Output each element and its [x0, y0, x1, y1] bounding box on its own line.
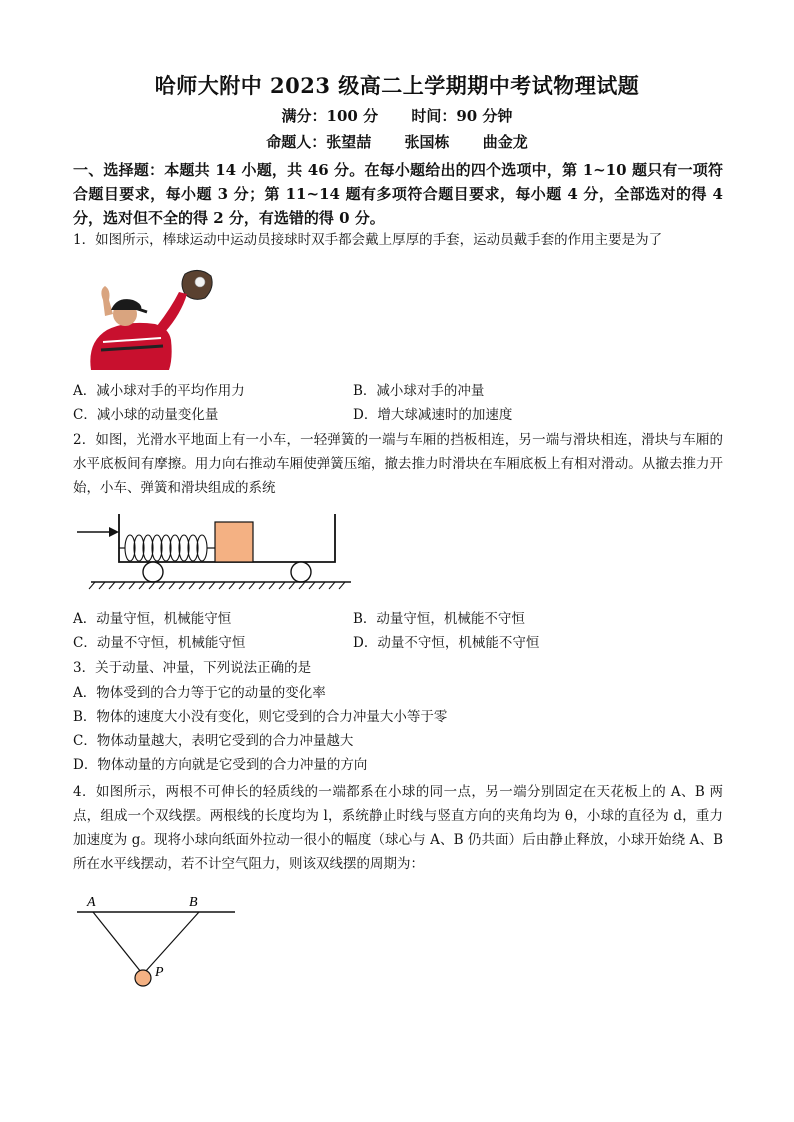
double-pendulum-figure	[73, 890, 243, 1000]
point-p-label: P	[155, 965, 164, 980]
question-1-option-c: C．减小球的动量变化量	[73, 407, 219, 423]
cart-spring-figure	[73, 510, 353, 590]
question-2-option-a: A．动量守恒，机械能守恒	[73, 611, 232, 627]
baseball-player-image	[73, 268, 223, 370]
question-1-option-a: A．减小球对手的平均作用力	[73, 383, 245, 399]
question-3-option-d: D．物体动量的方向就是它受到的合力冲量的方向	[73, 757, 368, 773]
question-3-option-a: A．物体受到的合力等于它的动量的变化率	[73, 685, 326, 701]
question-4-stem: 4．如图所示，两根不可伸长的轻质线的一端都系在小球的同一点，另一端分别固定在天花板上的 A、B 两点，组成一个双线摆。两根线的长度均为 l，系统静止时线与竖直方向的夹角均为 θ，小球的直径为 d，重力加速度为 g。现将小球向纸面外拉动一很小的幅度（球心与 A、B 仍共面）后由静止释放，小球开始绕 A、B 所在水平线摆动，若不计空气阻力，则该双线摆的周期为：	[73, 784, 723, 872]
exam-time: 时间：90 分钟	[411, 107, 513, 125]
question-2-stem: 2．如图，光滑水平地面上有一小车，一轻弹簧的一端与车厢的挡板相连，另一端与滑块相连，滑块与车厢的水平底板间有摩擦。用力向右推动车厢使弹簧压缩，撤去推力时滑块在车厢底板上有相对滑动。从撤去推力开始，小车、弹簧和滑块组成的系统	[73, 432, 723, 496]
exam-meta	[0, 105, 794, 126]
full-score: 满分：100 分	[281, 107, 379, 125]
question-2-option-c: C．动量不守恒，机械能守恒	[73, 635, 246, 651]
question-3-option-b: B．物体的速度大小没有变化，则它受到的合力冲量大小等于零	[73, 709, 448, 725]
author-2: 张国栋	[404, 133, 450, 151]
question-3-stem: 3．关于动量、冲量，下列说法正确的是	[73, 660, 312, 676]
question-2-option-b: B．动量守恒，机械能不守恒	[353, 611, 525, 627]
author-3: 曲金龙	[482, 133, 528, 151]
question-3-option-c: C．物体动量越大，表明它受到的合力冲量越大	[73, 733, 354, 749]
point-b-label: B	[189, 895, 198, 910]
point-a-label: A	[87, 895, 96, 910]
question-2-option-d: D．动量不守恒，机械能不守恒	[353, 635, 540, 651]
section-heading: 一、选择题：本题共 14 小题，共 46 分。在每小题给出的四个选项中，第 1~10 题只有一项符合题目要求，每小题 3 分；第 11~14 题有多项符合题目要求，每小题 4 分，全部选对的得 4 分，选对但不全的得 2 分，有选错的得 0 分。	[73, 161, 723, 227]
question-1-stem: 1．如图所示，棒球运动中运动员接球时双手都会戴上厚厚的手套，运动员戴手套的作用主要是为了	[73, 232, 663, 248]
exam-title: 哈师大附中 2023 级高二上学期期中考试物理试题	[154, 73, 640, 98]
author-1: 命题人：张望喆	[266, 133, 372, 151]
exam-authors	[0, 131, 794, 152]
question-1-option-b: B．减小球对手的冲量	[353, 383, 485, 399]
question-1-option-d: D．增大球减速时的加速度	[353, 407, 513, 423]
